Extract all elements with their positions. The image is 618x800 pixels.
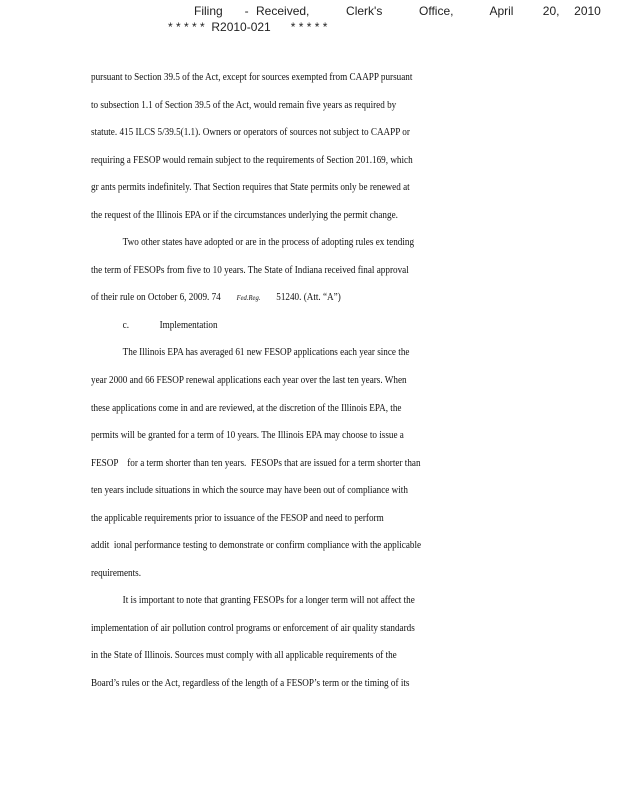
docket-number-line: * * * * * R2010-021 * * * * * — [168, 20, 328, 34]
text-line: year 2000 and 66 FESOP renewal applications each year over the last ten years. When — [91, 375, 407, 387]
citation-text: of their rule on October 6, 2009. 74 — [91, 292, 221, 304]
text-line: Two other states have adopted or are in the process of adopting rules ex tending — [122, 237, 415, 249]
filing-stamp-header — [0, 0, 618, 40]
text-line: to subsection 1.1 of Section 39.5 of the Act, would remain five years as required by — [91, 99, 397, 111]
text-line: addit ional performance testing to demonstrate or confirm compliance with the applicable — [91, 540, 422, 552]
text-line: requiring a FESOP would remain subject to the requirements of Section 201.169, which — [91, 154, 413, 166]
text-line: in the State of Illinois. Sources must comply with all applicable requirements of the — [91, 650, 397, 662]
federal-register-abbrev: Fed.Reg. — [236, 293, 261, 303]
text-line-citation — [91, 284, 401, 312]
text-line: Board’s rules or the Act, regardless of the length of a FESOP’s term or the timing of its — [91, 678, 410, 690]
filing-stamp-line: Filing - Received, Clerk's Office, April 20, 2010 — [194, 4, 601, 18]
section-letter: c. — [122, 319, 130, 331]
text-line: FESOP for a term shorter than ten years. FESOPs that are issued for a term shorter than — [91, 457, 421, 469]
text-line: It is important to note that granting FESOPs for a longer term will not affect the — [122, 595, 415, 607]
text-line: these applications come in and are reviewed, at the discretion of the Illinois EPA, the — [91, 402, 402, 414]
text-line: requirements. — [91, 567, 142, 579]
section-heading — [91, 312, 401, 340]
text-line: gr ants permits indefinitely. That Section requires that State permits only be renewed at — [91, 182, 410, 194]
text-line: the applicable requirements prior to issuance of the FESOP and need to perform — [91, 512, 384, 524]
document-body — [91, 64, 422, 698]
text-line: pursuant to Section 39.5 of the Act, except for sources exempted from CAAPP pursuant — [91, 72, 413, 83]
text-line: implementation of air pollution control programs or enforcement of air quality standards — [91, 622, 415, 634]
text-line: permits will be granted for a term of 10 years. The Illinois EPA may choose to issue a — [91, 430, 404, 442]
text-line: the request of the Illinois EPA or if the circumstances underlying the permit change. — [91, 209, 398, 221]
section-title: Implementation — [159, 319, 218, 331]
citation-page: 51240. (Att. “A”) — [276, 292, 341, 304]
text-line: The Illinois EPA has averaged 61 new FESOP applications each year since the — [122, 347, 410, 359]
text-line: ten years include situations in which the source may have been out of compliance with — [91, 485, 408, 497]
text-line: the term of FESOPs from five to 10 years. The State of Indiana received final approval — [91, 264, 409, 276]
text-line: statute. 415 ILCS 5/39.5(1.1). Owners or operators of sources not subject to CAAPP or — [91, 127, 410, 139]
